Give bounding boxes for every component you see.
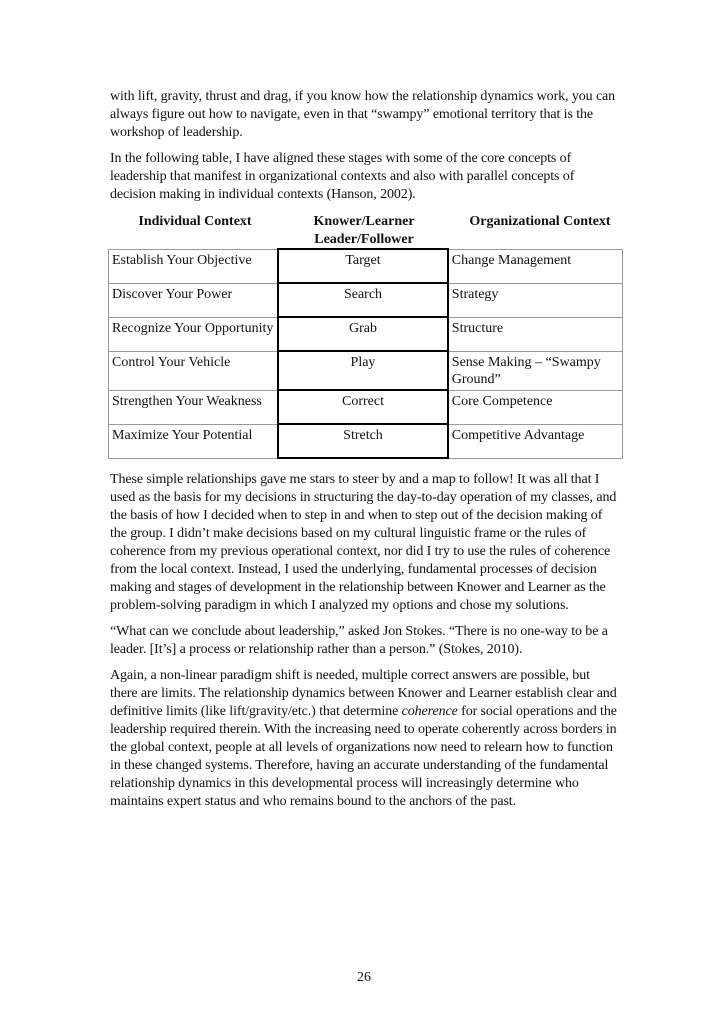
table-row [109,390,623,424]
page-body [110,88,620,819]
header-organizational-context: Organizational Context [469,214,611,229]
table-cell: Change Management [448,249,623,283]
table-cell: Stretch [278,424,448,458]
emphasis-coherence: coherence [401,704,458,719]
table-cell: Grab [278,317,448,351]
intro-paragraph-2: In the following table, I have aligned these stages with some of the core concepts of leadership that manifest in organizational contexts and also with parallel concepts of decision making in individual contexts (Hanson, 2002). [110,151,575,202]
table-cell: Core Competence [448,390,623,424]
body-paragraph-1: These simple relationships gave me stars to steer by and a map to follow! It was all that I used as the basis for my decisions in structuring the day-to-day operation of my classes, and the basis of how I decided when to step in and when to step out of the decision making of the group. I didn’t make decisions based on my cultural linguistic frame or the rules of coherence from my previous operational context, nor did I try to use the rules of coherence from the local context. Instead, I used the underlying, fundamental processes of decision making and stages of development in the relationship between Knower and Learner as the problem-solving paradigm in which I analyzed my options and chose my solutions. [110,472,617,613]
table-row [109,249,623,283]
table-cell: Search [278,283,448,317]
table-row [109,424,623,458]
body-text [110,471,620,811]
table-cell: Play [278,351,448,390]
intro-paragraph-1: with lift, gravity, thrust and drag, if you know how the relationship dynamics work, you can always figure out how to navigate, even in that “swampy” emotional territory that is the workshop of leadership. [110,89,616,140]
table-cell: Strategy [448,283,623,317]
header-individual-context: Individual Context [138,214,252,229]
body-paragraph-3-start: Again, a non-linear paradigm shift is needed, multiple correct answers are possible, but there are limits. The relationship dynamics between Knower and Learner establish clear and definitive limits (like lift/gravity/etc.) that determine [110,668,617,719]
table-headers [110,212,620,248]
table-cell: Control Your Vehicle [109,351,279,390]
table-cell: Structure [448,317,623,351]
header-knower-learner: Knower/Learner Leader/Follower [313,214,415,247]
table-cell: Maximize Your Potential [109,424,279,458]
body-paragraph-3-end: for social operations and the leadership required therein. With the increasing need to operate coherently across borders in the global context, people at all levels of organizations now need to relearn how to function in these changed systems. Therefore, having an accurate understanding of the fundamental relationship dynamics in this developmental process will increasingly determine who maintains expert status and who remains bound to the anchors of the past. [110,704,617,809]
table-cell: Target [278,249,448,283]
table-cell: Establish Your Objective [109,249,279,283]
body-paragraph-2: “What can we conclude about leadership,” asked Jon Stokes. “There is no one-way to be a leader. [It’s] a process or relationship rather than a person.” (Stokes, 2010). [110,624,608,657]
table-row [109,317,623,351]
table-cell: Strengthen Your Weakness [109,390,279,424]
table-row [109,283,623,317]
table-cell: Correct [278,390,448,424]
table-cell: Discover Your Power [109,283,279,317]
table-row [109,351,623,390]
table-cell: Sense Making – “Swampy Ground” [448,351,623,390]
concepts-table [108,248,623,459]
body-paragraph-3 [110,667,620,811]
page-number: 26 [357,970,371,985]
table-cell: Competitive Advantage [448,424,623,458]
table-cell: Recognize Your Opportunity [109,317,279,351]
